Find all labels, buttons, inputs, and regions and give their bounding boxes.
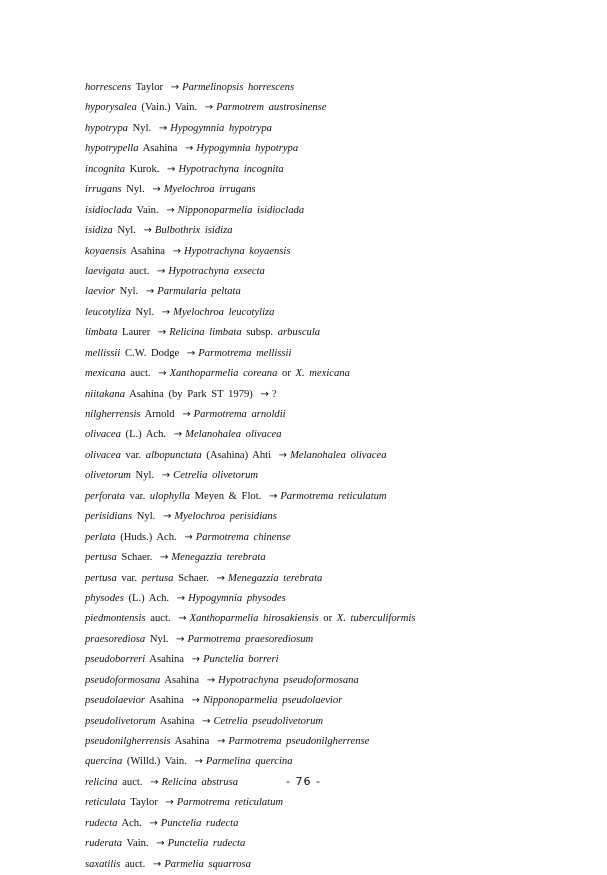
arrow-icon: → bbox=[206, 674, 216, 686]
authority-text: var. bbox=[116, 572, 142, 584]
arrow-icon: → bbox=[156, 838, 165, 850]
synonym-entry bbox=[85, 487, 585, 507]
taxon-name: rudecta bbox=[85, 817, 118, 829]
taxon-name: hypotrypella bbox=[85, 143, 139, 155]
synonym-entry bbox=[85, 528, 585, 548]
taxon-name: albopunctata bbox=[145, 449, 202, 461]
taxon-name: Hypotrachyna incognita bbox=[178, 163, 284, 175]
arrow-icon: → bbox=[161, 306, 171, 318]
authority-text: Nyl. bbox=[145, 633, 174, 645]
authority-text: (Asahina) Ahti bbox=[201, 449, 276, 461]
taxon-name: Hypogymnia physodes bbox=[188, 592, 286, 604]
taxon-name: Myelochroa leucotyliza bbox=[173, 306, 275, 318]
taxon-name: hyporysalea bbox=[85, 102, 137, 114]
synonym-list bbox=[85, 78, 585, 875]
taxon-name: Punctelia rudecta bbox=[160, 817, 239, 829]
synonym-entry bbox=[85, 446, 585, 466]
taxon-name: Parmelina quercina bbox=[205, 756, 293, 768]
arrow-icon: → bbox=[184, 143, 194, 155]
authority-text: Asahina bbox=[138, 143, 182, 155]
taxon-name: pertusa bbox=[85, 572, 117, 584]
synonym-entry bbox=[85, 344, 585, 364]
synonym-entry bbox=[85, 78, 585, 98]
arrow-icon: → bbox=[191, 695, 200, 707]
authority-text: C.W. Dodge bbox=[120, 347, 184, 359]
arrow-icon: → bbox=[191, 654, 201, 666]
authority-text: subsp. bbox=[241, 327, 278, 339]
taxon-name: perforata bbox=[85, 490, 126, 502]
authority-text: Asahina bbox=[170, 736, 214, 747]
synonym-entry bbox=[85, 262, 585, 282]
taxon-name: Bulbothrix isidiza bbox=[154, 225, 233, 237]
taxon-name: Parmotrema reticulatum bbox=[280, 490, 387, 502]
arrow-icon: → bbox=[194, 756, 203, 768]
taxon-name: olivacea bbox=[85, 429, 121, 441]
arrow-icon: → bbox=[167, 163, 176, 175]
authority-text: Nyl. bbox=[112, 225, 141, 237]
taxon-name: Myelochroa perisidians bbox=[174, 511, 277, 523]
taxon-name: Hypotrachyna koyaensis bbox=[184, 245, 291, 257]
taxon-name: Parmotrema chinense bbox=[195, 531, 291, 543]
arrow-icon: → bbox=[176, 633, 185, 645]
taxon-name: isidiza bbox=[85, 225, 113, 237]
arrow-icon: → bbox=[172, 245, 182, 257]
taxon-name: perisidians bbox=[85, 511, 133, 523]
authority-text: Schaer. bbox=[173, 572, 214, 584]
synonym-entry bbox=[85, 242, 585, 262]
synonym-entry bbox=[85, 323, 585, 343]
taxon-name: Xanthoparmelia hirosakiensis bbox=[189, 613, 319, 625]
authority-text: or bbox=[277, 368, 296, 380]
authority-text: var. bbox=[120, 449, 146, 461]
authority-text: (L.) Ach. bbox=[120, 429, 171, 441]
arrow-icon: → bbox=[158, 368, 167, 380]
authority-text: Nyl. bbox=[115, 286, 143, 298]
synonym-entry bbox=[85, 855, 585, 875]
authority-text: Nyl. bbox=[130, 470, 159, 482]
authority-text: auct. bbox=[120, 858, 150, 870]
taxon-name: Relicina limbata bbox=[169, 327, 242, 339]
synonym-entry bbox=[85, 303, 585, 323]
taxon-name: olivacea bbox=[85, 449, 121, 461]
arrow-icon: → bbox=[268, 490, 278, 502]
authority-text: auct. bbox=[117, 776, 148, 788]
synonym-entry bbox=[85, 364, 585, 384]
taxon-name: pertusa bbox=[85, 552, 117, 564]
taxon-name: Hypogymnia hypotrypa bbox=[196, 143, 299, 155]
taxon-name: horrescens bbox=[85, 82, 132, 93]
synonym-entry bbox=[85, 650, 585, 670]
arrow-icon: → bbox=[149, 817, 158, 829]
synonym-entry bbox=[85, 119, 585, 139]
taxon-name: Parmotrema pseudonilgherrense bbox=[228, 736, 370, 747]
authority-text: (Willd.) Vain. bbox=[122, 756, 192, 768]
synonym-entry bbox=[85, 201, 585, 221]
taxon-name: Parmularia peltata bbox=[157, 286, 241, 298]
authority-text: Asahina bbox=[126, 245, 170, 257]
synonym-entry bbox=[85, 548, 585, 568]
taxon-name: isidioclada bbox=[85, 204, 133, 216]
taxon-name: praesorediosa bbox=[85, 633, 146, 645]
arrow-icon: → bbox=[166, 204, 175, 216]
synonym-entry bbox=[85, 466, 585, 486]
authority-text: (Huds.) Ach. bbox=[115, 531, 182, 543]
taxon-name: Myelochroa irrugans bbox=[163, 184, 256, 196]
authority-text: Taylor bbox=[125, 797, 163, 809]
synonym-entry bbox=[85, 691, 585, 711]
authority-text: Laurer bbox=[117, 327, 155, 339]
taxon-name: Relicina abstrusa bbox=[161, 776, 238, 788]
arrow-icon: → bbox=[158, 122, 168, 134]
arrow-icon: → bbox=[202, 715, 211, 727]
taxon-name: laevior bbox=[85, 286, 116, 298]
authority-text: auct. bbox=[125, 368, 156, 380]
taxon-name: Xanthoparmelia coreana bbox=[169, 368, 278, 380]
taxon-name: pseudonilgherrensis bbox=[85, 736, 171, 747]
synonym-entry bbox=[85, 609, 585, 629]
taxon-name: Parmotrema praesorediosum bbox=[187, 633, 314, 645]
arrow-icon: → bbox=[150, 776, 159, 788]
taxon-name: laevigata bbox=[85, 265, 125, 277]
page-number: - 76 - bbox=[286, 775, 321, 788]
authority-text: Nyl. bbox=[121, 184, 150, 196]
arrow-icon: → bbox=[186, 347, 196, 359]
taxon-name: arbuscula bbox=[277, 327, 321, 339]
synonym-entry bbox=[85, 712, 585, 732]
taxon-name: pseudoformosana bbox=[85, 674, 161, 686]
synonym-entry bbox=[85, 589, 585, 609]
synonym-entry bbox=[85, 221, 585, 241]
authority-text: Ach. bbox=[117, 817, 147, 829]
arrow-icon: → bbox=[170, 82, 180, 93]
arrow-icon: → bbox=[178, 613, 187, 625]
taxon-name: Punctelia borreri bbox=[203, 654, 279, 666]
arrow-icon: → bbox=[161, 470, 171, 482]
synonym-entry bbox=[85, 160, 585, 180]
taxon-name: Menegazzia terebrata bbox=[228, 572, 323, 584]
authority-text: Asahina bbox=[155, 715, 200, 727]
authority-text: (L.) Ach. bbox=[123, 592, 174, 604]
taxon-name: Melanohalea olivacea bbox=[185, 429, 282, 441]
taxon-name: Nipponoparmelia pseudolaevior bbox=[202, 695, 343, 707]
arrow-icon: → bbox=[173, 429, 183, 441]
taxon-name: piedmontensis bbox=[85, 613, 146, 625]
synonym-entry bbox=[85, 752, 585, 772]
synonym-entry bbox=[85, 180, 585, 200]
taxon-name: niitakana bbox=[85, 388, 126, 400]
arrow-icon: → bbox=[157, 327, 167, 339]
taxon-name: mexicana bbox=[85, 368, 126, 380]
synonym-entry bbox=[85, 405, 585, 425]
taxon-name: mellissii bbox=[85, 347, 121, 359]
synonym-entry bbox=[85, 814, 585, 834]
taxon-name: Menegazzia terebrata bbox=[171, 552, 266, 564]
taxon-name: Punctelia rudecta bbox=[167, 838, 246, 850]
authority-text: Asahina (by Park ST 1979) bbox=[125, 388, 258, 400]
taxon-name: incognita bbox=[85, 163, 126, 175]
taxon-name: ruderata bbox=[85, 838, 123, 850]
authority-text: Kurok. bbox=[125, 163, 165, 175]
synonym-entry bbox=[85, 834, 585, 854]
authority-text: Taylor bbox=[131, 82, 168, 93]
taxon-name: relicina bbox=[85, 776, 118, 788]
authority-text: var. bbox=[125, 490, 150, 502]
arrow-icon: → bbox=[216, 572, 226, 584]
authority-text: (Vain.) Vain. bbox=[136, 102, 202, 114]
taxon-name: irrugans bbox=[85, 184, 122, 196]
arrow-icon: → bbox=[260, 388, 269, 400]
taxon-name: Melanohalea olivacea bbox=[290, 449, 387, 461]
arrow-icon: → bbox=[184, 531, 193, 543]
arrow-icon: → bbox=[143, 225, 152, 237]
taxon-name: quercina bbox=[85, 756, 123, 768]
authority-text: or bbox=[318, 613, 337, 625]
authority-text: Arnold bbox=[140, 409, 180, 420]
taxon-name: Cetrelia olivetorum bbox=[173, 470, 259, 482]
synonym-entry bbox=[85, 732, 585, 752]
authority-text: ? bbox=[271, 388, 277, 400]
taxon-name: Parmotrema mellissii bbox=[198, 347, 292, 359]
synonym-entry bbox=[85, 425, 585, 445]
arrow-icon: → bbox=[204, 102, 214, 114]
arrow-icon: → bbox=[162, 511, 172, 523]
arrow-icon: → bbox=[145, 286, 155, 298]
authority-text: Asahina bbox=[145, 695, 189, 707]
authority-text: Nyl. bbox=[130, 306, 159, 318]
taxon-name: leucotyliza bbox=[85, 306, 131, 318]
synonym-entry bbox=[85, 385, 585, 405]
synonym-entry bbox=[85, 671, 585, 691]
synonym-entry bbox=[85, 630, 585, 650]
taxon-name: pseudoborreri bbox=[85, 654, 146, 666]
authority-text: Asahina bbox=[145, 654, 189, 666]
authority-text: Vain. bbox=[132, 204, 164, 216]
arrow-icon: → bbox=[182, 409, 191, 420]
taxon-name: Nipponoparmelia isidioclada bbox=[177, 204, 305, 216]
taxon-name: pseudolaevior bbox=[85, 695, 146, 707]
authority-text: Nyl. bbox=[127, 122, 156, 134]
arrow-icon: → bbox=[216, 736, 226, 747]
taxon-name: X. tuberculiformis bbox=[336, 613, 416, 625]
synonym-entry bbox=[85, 507, 585, 527]
taxon-name: ulophylla bbox=[149, 490, 190, 502]
taxon-name: pseudolivetorum bbox=[85, 715, 156, 727]
synonym-entry bbox=[85, 282, 585, 302]
taxon-name: Hypogymnia hypotrypa bbox=[170, 122, 272, 134]
taxon-name: reticulata bbox=[85, 797, 126, 809]
taxon-name: Parmotrema arnoldii bbox=[193, 409, 286, 420]
taxon-name: Hypotrachyna exsecta bbox=[168, 265, 265, 277]
taxon-name: Parmotrema reticulatum bbox=[176, 797, 284, 809]
authority-text: auct. bbox=[124, 265, 155, 277]
taxon-name: saxatilis bbox=[85, 858, 121, 870]
taxon-name: Parmelinopsis horrescens bbox=[182, 82, 295, 93]
arrow-icon: → bbox=[157, 265, 166, 277]
synonym-entry bbox=[85, 793, 585, 813]
synonym-entry bbox=[85, 569, 585, 589]
taxon-name: koyaensis bbox=[85, 245, 127, 257]
arrow-icon: → bbox=[176, 592, 186, 604]
taxon-name: Cetrelia pseudolivetorum bbox=[213, 715, 324, 727]
arrow-icon: → bbox=[159, 552, 169, 564]
taxon-name: perlata bbox=[85, 531, 116, 543]
taxon-name: hypotrypa bbox=[85, 122, 128, 134]
taxon-name: physodes bbox=[85, 592, 124, 604]
synonym-entry bbox=[85, 98, 585, 118]
taxon-name: Parmotrem austrosinense bbox=[216, 102, 327, 114]
arrow-icon: → bbox=[152, 858, 162, 870]
authority-text: auct. bbox=[145, 613, 176, 625]
taxon-name: X. mexicana bbox=[295, 368, 350, 380]
authority-text: Meyen & Flot. bbox=[189, 490, 266, 502]
taxon-name: pertusa bbox=[141, 572, 174, 584]
arrow-icon: → bbox=[278, 449, 288, 461]
authority-text: Nyl. bbox=[132, 511, 160, 523]
taxon-name: Parmelia squarrosa bbox=[164, 858, 251, 870]
taxon-name: limbata bbox=[85, 327, 118, 339]
authority-text: Vain. bbox=[122, 838, 154, 850]
arrow-icon: → bbox=[152, 184, 161, 196]
taxon-name: olivetorum bbox=[85, 470, 131, 482]
authority-text: Schaer. bbox=[116, 552, 157, 564]
authority-text: Asahina bbox=[160, 674, 204, 686]
synonym-entry bbox=[85, 139, 585, 159]
arrow-icon: → bbox=[165, 797, 174, 809]
taxon-name: Hypotrachyna pseudoformosana bbox=[218, 674, 359, 686]
taxon-name: nilgherrensis bbox=[85, 409, 141, 420]
